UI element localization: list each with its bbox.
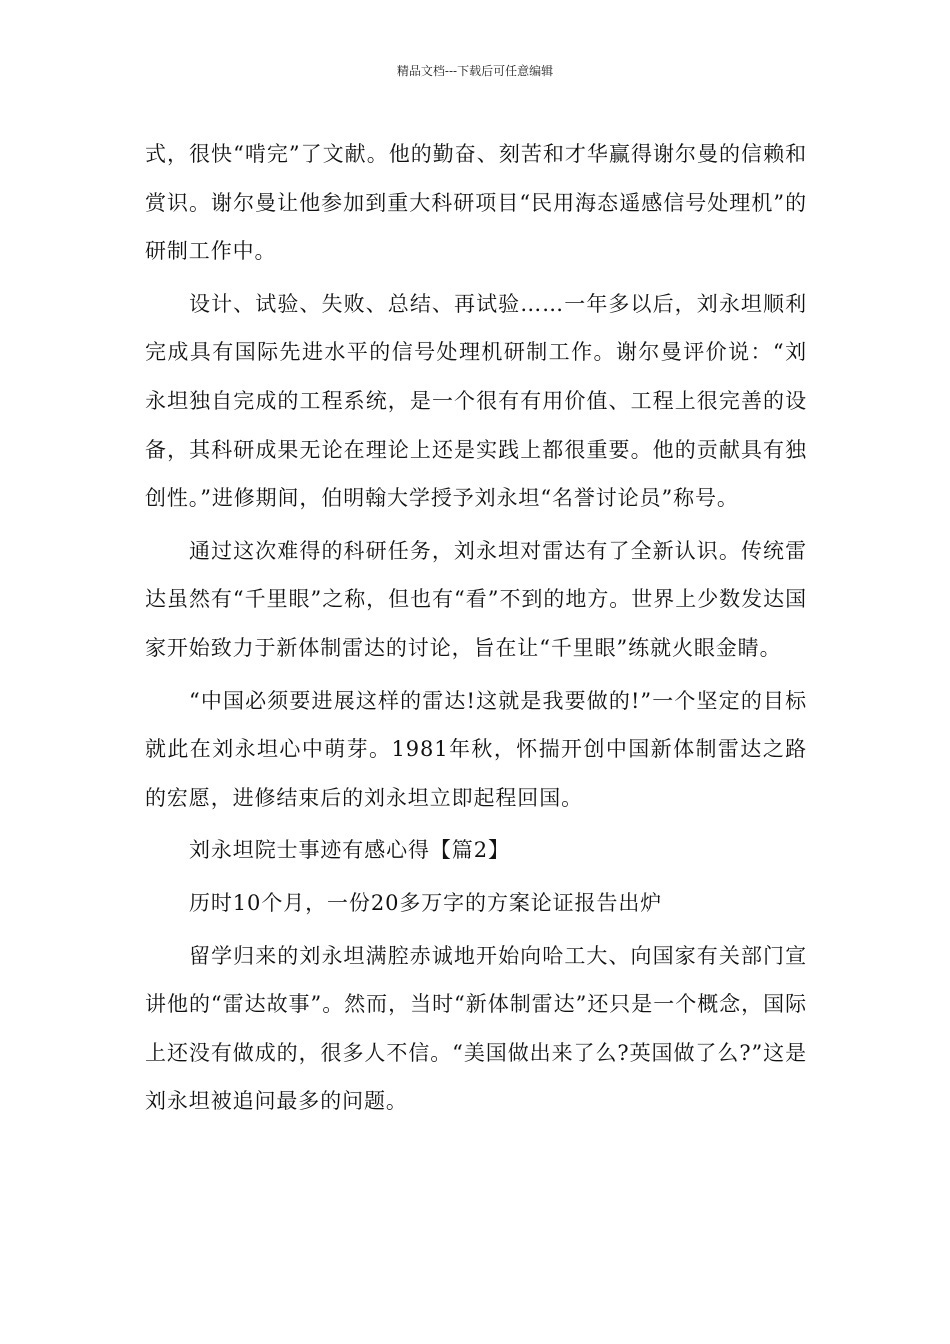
paragraph: 设计、试验、失败、总结、再试验……一年多以后，刘永坦顺利完成具有国际先进水平的信号处理机研制工作。谢尔曼评价说：“刘永坦独自完成的工程系统，是一个很有有用价值、工程上很完善的设备，其科研成果无论在理论上还是实践上都很重要。他的贡献具有独创性。”进修期间，伯明翰大学授予刘永坦“名誉讨论员”称号。 bbox=[145, 291, 807, 511]
section-heading: 刘永坦院士事迹有感心得【篇2】 bbox=[189, 838, 510, 863]
page-header: 精品文档---下载后可任意编辑 bbox=[396, 64, 554, 78]
paragraph: “中国必须要进展这样的雷达!这就是我要做的!”一个坚定的目标就此在刘永坦心中萌芽。1981年秋，怀揣开创中国新体制雷达之路的宏愿，进修结束后的刘永坦立即起程回国。 bbox=[145, 688, 807, 810]
paragraph: 通过这次难得的科研任务，刘永坦对雷达有了全新认识。传统雷达虽然有“千里眼”之称，但也有“看”不到的地方。世界上少数发达国家开始致力于新体制雷达的讨论，旨在让“千里眼”练就火眼金睛。 bbox=[145, 538, 807, 660]
subheading: 历时10个月，一份20多万字的方案论证报告出炉 bbox=[189, 890, 663, 915]
document-body bbox=[145, 130, 807, 1130]
paragraph: 留学归来的刘永坦满腔赤诚地开始向哈工大、向国家有关部门宣讲他的“雷达故事”。然而，当时“新体制雷达”还只是一个概念，国际上还没有做成的，很多人不信。“美国做出来了么?英国做了么?”这是刘永坦被追问最多的问题。 bbox=[145, 943, 807, 1114]
paragraph-continuation: 式，很快“啃完”了文献。他的勤奋、刻苦和才华赢得谢尔曼的信赖和赏识。谢尔曼让他参加到重大科研项目“民用海态遥感信号处理机”的研制工作中。 bbox=[145, 142, 807, 264]
